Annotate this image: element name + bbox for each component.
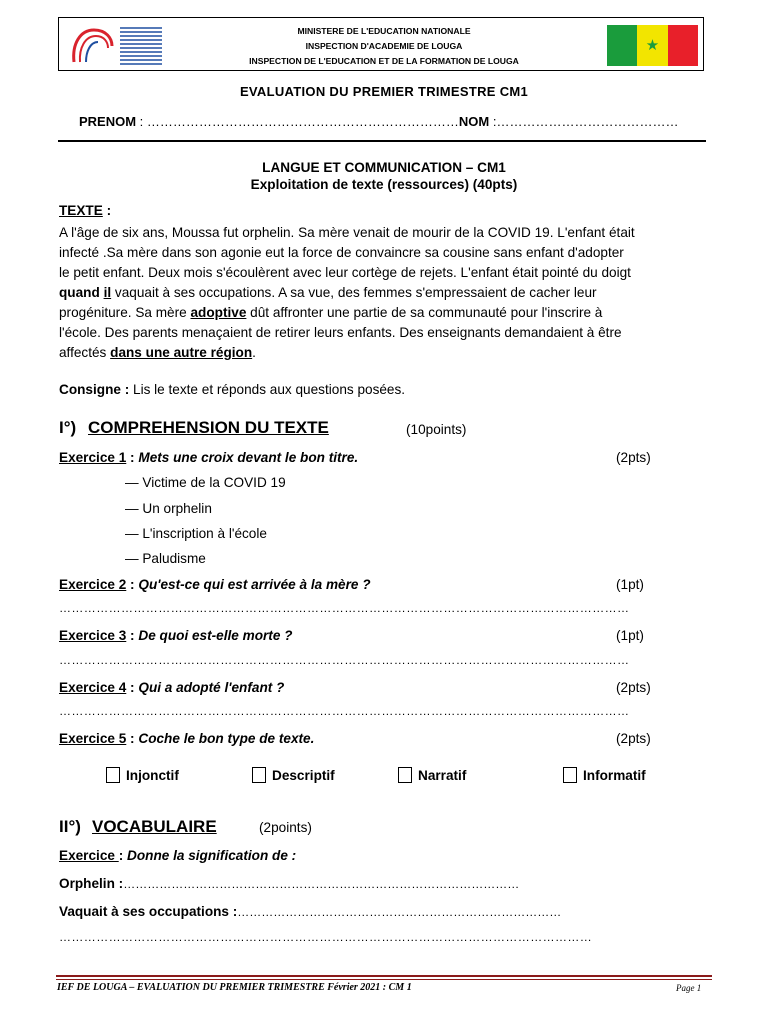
checkbox-label-descriptif: Descriptif <box>272 767 335 783</box>
text-line-7 <box>59 343 256 363</box>
prenom-field[interactable]: : ……………………………………………………………… <box>136 114 459 129</box>
option-4[interactable]: — Paludisme <box>125 551 206 566</box>
checkbox-label-narratif: Narratif <box>418 767 467 783</box>
vocab-word-1: Orphelin : <box>59 876 124 891</box>
ex5-question: Coche le bon type de texte. <box>138 731 315 746</box>
nom-field[interactable]: :…………………………………… <box>489 114 679 129</box>
footer-rule <box>56 975 712 977</box>
text-7b: dans une autre région <box>110 345 253 360</box>
subject-line-2: Exploitation de texte (ressources) (40pts) <box>250 177 518 192</box>
ex3-answer-line[interactable]: ………………………………………………………………………………………………………………………… <box>59 653 630 667</box>
text-line-3: le petit enfant. Deux mois s'écoulèrent avec leur cortège de rejets. L'enfant était pointé du doigt <box>59 265 631 280</box>
ex1-label: Exercice 1 <box>59 450 127 465</box>
flag-red <box>668 25 698 66</box>
exercise5 <box>59 729 314 749</box>
checkbox-informatif[interactable] <box>563 767 646 783</box>
exercise2 <box>59 575 371 595</box>
text-5c: dût affronter une partie de sa communauté pour l'inscrire à <box>246 305 603 320</box>
header-line-1: MINISTERE DE L'EDUCATION NATIONALE <box>297 26 471 36</box>
checkbox-narratif[interactable] <box>398 767 466 783</box>
checkbox-square-icon[interactable] <box>252 767 266 783</box>
ex1-sep: : <box>126 450 139 465</box>
vocab-answer-1[interactable]: ……………………………………………………………………………………… <box>123 877 520 891</box>
ex2-points: (1pt) <box>616 577 644 592</box>
checkbox-square-icon[interactable] <box>106 767 120 783</box>
header-line-2: INSPECTION D'ACADEMIE DE LOUGA <box>305 41 463 51</box>
ex4-answer-line[interactable]: ………………………………………………………………………………………………………………………… <box>59 704 630 718</box>
text-line-5 <box>59 303 602 323</box>
text-line-4 <box>59 283 597 303</box>
option-2[interactable]: — Un orphelin <box>125 501 212 516</box>
texte-label: TEXTE <box>59 203 103 218</box>
checkbox-descriptif[interactable] <box>252 767 335 783</box>
option-3[interactable]: — L'inscription à l'école <box>125 526 267 541</box>
text-4c: vaquait à ses occupations. A sa vue, des femmes s'empressaient de cacher leur <box>111 285 597 300</box>
text-line-6: l'école. Des parents menaçaient de retirer leurs enfants. Des enseignants demandaient à être <box>59 325 622 340</box>
exercise1 <box>59 448 358 468</box>
ex4-label: Exercice 4 <box>59 680 127 695</box>
text-5a: progéniture. Sa mère <box>59 305 191 320</box>
page-number: Page 1 <box>676 983 702 993</box>
section1-number: I°) <box>59 418 77 437</box>
ex2-question: Qu'est-ce qui est arrivée à la mère ? <box>138 577 371 592</box>
section2-points: (2points) <box>259 820 312 835</box>
vocab-vaquait <box>59 902 561 922</box>
ex1-points: (2pts) <box>616 450 651 465</box>
text-7c: . <box>252 345 256 360</box>
vocab-word-2: Vaquait à ses occupations : <box>59 904 238 919</box>
text-line-1: A l'âge de six ans, Moussa fut orphelin. Sa mère venait de mourir de la COVID 19. L'enfant était <box>59 225 635 240</box>
divider <box>58 140 706 142</box>
footer-text: IEF DE LOUGA – EVALUATION DU PREMIER TRIMESTRE Février 2021 : CM 1 <box>57 982 412 993</box>
ex5-sep: : <box>126 731 139 746</box>
section1-points: (10points) <box>406 422 467 437</box>
checkbox-square-icon[interactable] <box>398 767 412 783</box>
texte-heading <box>59 201 111 221</box>
checkbox-square-icon[interactable] <box>563 767 577 783</box>
flag-yellow <box>637 25 667 66</box>
vocab-sep: : <box>118 848 128 863</box>
vocab-label: Exercice <box>59 848 119 863</box>
ex4-points: (2pts) <box>616 680 651 695</box>
ex3-sep: : <box>126 628 139 643</box>
option-1[interactable]: — Victime de la COVID 19 <box>125 475 286 490</box>
ex1-question: Mets une croix devant le bon titre. <box>138 450 359 465</box>
ex2-label: Exercice 2 <box>59 577 127 592</box>
flag-green <box>607 25 637 66</box>
ex5-label: Exercice 5 <box>59 731 127 746</box>
vocab-answer-3[interactable]: ………………………………………………………………………………………………………………… <box>59 930 593 944</box>
page-title: EVALUATION DU PREMIER TRIMESTRE CM1 <box>239 84 529 99</box>
vocab-instruction <box>59 846 296 866</box>
senegal-flag <box>607 25 698 66</box>
ex5-points: (2pts) <box>616 731 651 746</box>
exercise4 <box>59 678 284 698</box>
consigne-label: Consigne : <box>59 382 130 397</box>
text-4a: quand <box>59 285 104 300</box>
footer-rule-thin <box>56 979 712 980</box>
ex3-points: (1pt) <box>616 628 644 643</box>
consigne-text: Lis le texte et réponds aux questions posées. <box>129 382 406 397</box>
text-4b: il <box>103 285 112 300</box>
text-line-2: infecté .Sa mère dans son agonie eut la force de convaincre sa cousine sans enfant d'adopter <box>59 245 624 260</box>
section2-title: VOCABULAIRE <box>92 817 217 836</box>
flag-star-icon: ★ <box>645 37 660 54</box>
ex2-sep: : <box>126 577 139 592</box>
checkbox-label-informatif: Informatif <box>583 767 646 783</box>
texte-colon: : <box>102 203 112 218</box>
ex4-question: Qui a adopté l'enfant ? <box>138 680 285 695</box>
vocab-orphelin <box>59 874 519 894</box>
checkbox-injonctif[interactable] <box>106 767 179 783</box>
prenom-label: PRENOM <box>79 114 137 129</box>
ex3-label: Exercice 3 <box>59 628 127 643</box>
checkbox-label-injonctif: Injonctif <box>126 767 179 783</box>
ex3-question: De quoi est-elle morte ? <box>138 628 293 643</box>
nom-label: NOM <box>458 114 490 129</box>
vocab-question: Donne la signification de : <box>127 848 297 863</box>
text-7a: affectés <box>59 345 111 360</box>
vocab-answer-2[interactable]: ……………………………………………………………………… <box>237 905 562 919</box>
header-line-3: INSPECTION DE L'EDUCATION ET DE LA FORMATION DE LOUGA <box>249 56 519 66</box>
exercise3 <box>59 626 292 646</box>
text-5b: adoptive <box>190 305 247 320</box>
student-name-line <box>79 114 678 129</box>
consigne <box>59 380 405 400</box>
section1-title: COMPREHENSION DU TEXTE <box>88 418 329 437</box>
section2-number: II°) <box>59 817 81 836</box>
ex4-sep: : <box>126 680 139 695</box>
subject-line-1: LANGUE ET COMMUNICATION – CM1 <box>262 160 506 175</box>
ex2-answer-line[interactable]: ………………………………………………………………………………………………………………………… <box>59 601 630 615</box>
